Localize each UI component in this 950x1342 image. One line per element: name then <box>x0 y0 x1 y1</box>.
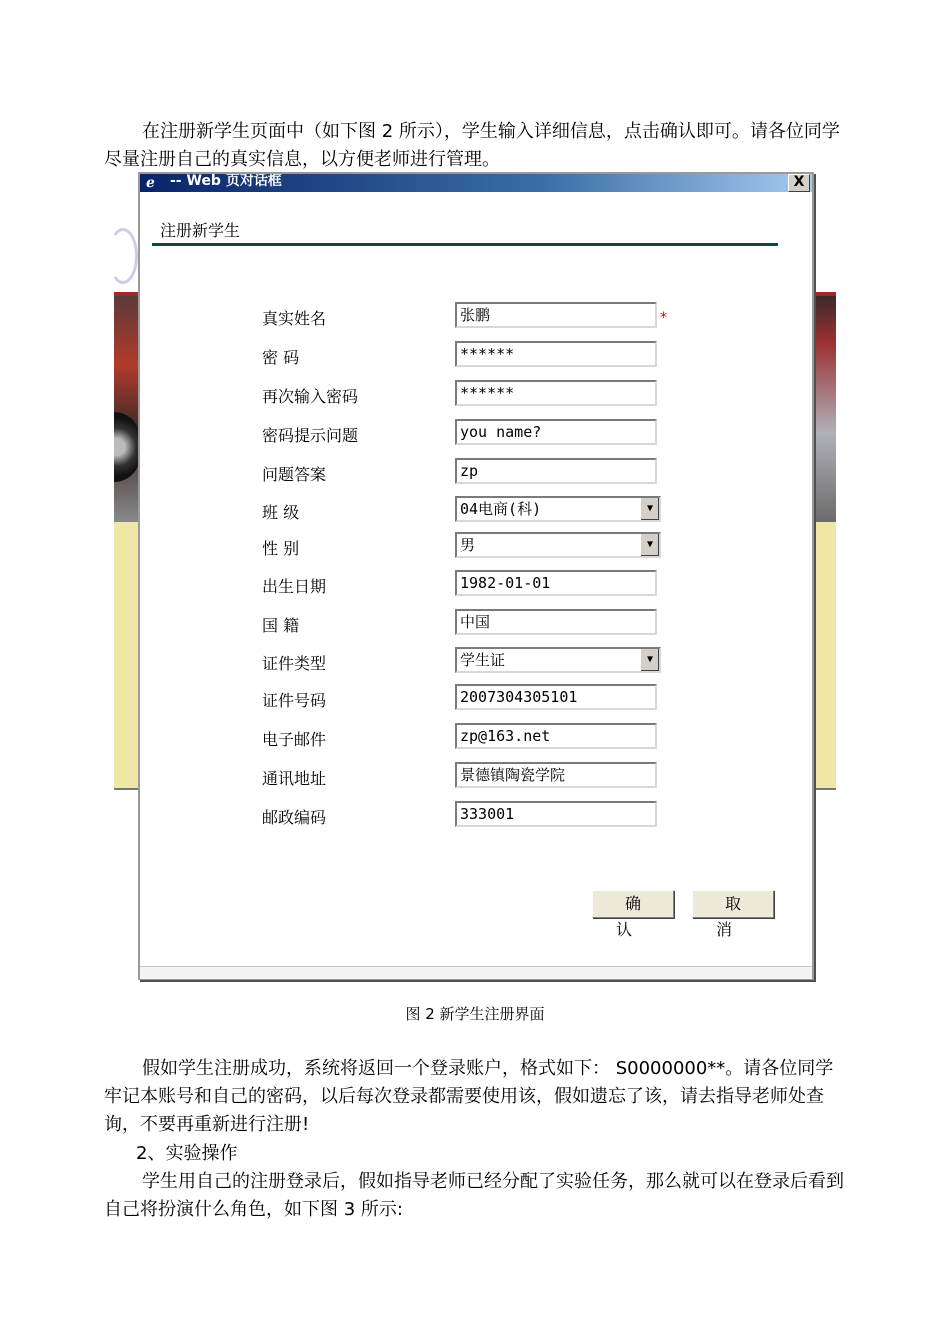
id-number-label: 证件号码 <box>262 691 327 710</box>
birthdate-label: 出生日期 <box>262 577 327 596</box>
figure-screenshot <box>114 172 836 984</box>
birthdate-input[interactable]: 1982-01-01 <box>455 570 657 596</box>
form-row-password <box>140 341 812 371</box>
email-input[interactable]: zp@163.net <box>455 723 657 749</box>
class-label: 班 级 <box>262 503 300 522</box>
email-label: 电子邮件 <box>262 730 327 749</box>
chevron-down-icon[interactable]: ▼ <box>640 498 659 520</box>
password-label: 密 码 <box>262 348 300 367</box>
real-name-input[interactable]: 张鹏 <box>455 302 657 328</box>
intro-paragraph: 在注册新学生页面中（如下图 2 所示），学生输入详细信息，点击确认即可。请各位同学尽量注册自己的真实信息，以方便老师进行管理。 <box>104 121 840 170</box>
form-row-birthdate <box>140 570 812 600</box>
ie-icon: ℯ <box>146 175 155 191</box>
class-select[interactable] <box>455 496 661 522</box>
hint-question-input[interactable]: you name? <box>455 419 657 445</box>
figure-caption: 图 2 新学生注册界面 <box>405 1005 545 1023</box>
background-left-strip <box>114 172 140 788</box>
id-type-select-value: 学生证 <box>460 651 506 669</box>
password-input[interactable]: ****** <box>455 341 657 367</box>
cancel-button[interactable]: 取消 <box>692 890 774 918</box>
required-mark: * <box>660 310 667 326</box>
form-row-answer <box>140 458 812 488</box>
id-number-input[interactable]: 2007304305101 <box>455 684 657 710</box>
id-type-select[interactable] <box>455 647 661 673</box>
dialog-titlebar[interactable] <box>140 174 812 192</box>
id-type-label: 证件类型 <box>262 654 327 673</box>
chevron-down-icon[interactable]: ▼ <box>640 534 659 556</box>
address-label: 通讯地址 <box>262 769 327 788</box>
form-row-email <box>140 723 812 753</box>
form-row-postcode <box>140 801 812 831</box>
form-row-real-name <box>140 302 812 332</box>
form-row-address <box>140 762 812 792</box>
form-row-id-type <box>140 647 812 677</box>
dialog-status-strip <box>140 966 812 979</box>
gender-select-value: 男 <box>460 536 476 554</box>
class-select-value: 04电商(科) <box>460 500 542 518</box>
form-row-confirm-password <box>140 380 812 410</box>
gender-select[interactable] <box>455 532 661 558</box>
dialog-heading: 注册新学生 <box>160 221 241 240</box>
chevron-down-icon[interactable]: ▼ <box>640 649 659 671</box>
gender-label: 性 别 <box>262 539 300 558</box>
form-row-id-number <box>140 684 812 714</box>
address-input[interactable]: 景德镇陶瓷学院 <box>455 762 657 788</box>
operation-paragraph: 学生用自己的注册登录后，假如指导老师已经分配了实验任务，那么就可以在登录后看到自己将扮演什么角色，如下图 3 所示: <box>104 1171 844 1220</box>
nationality-input[interactable]: 中国 <box>455 609 657 635</box>
form-row-class <box>140 496 812 526</box>
nationality-label: 国 籍 <box>262 616 300 635</box>
answer-input[interactable]: zp <box>455 458 657 484</box>
dialog-title: -- Web 页对话框 <box>170 174 282 189</box>
form-row-hint-question <box>140 419 812 449</box>
confirm-password-label: 再次输入密码 <box>262 387 359 406</box>
result-paragraph: 假如学生注册成功，系统将返回一个登录账户，格式如下： S0000000**。请各位同学牢记本账号和自己的密码，以后每次登录都需要使用该，假如遗忘了该，请去指导老师处查询，不要再重新进行注册! <box>104 1058 834 1135</box>
form-row-gender <box>140 532 812 562</box>
web-dialog <box>138 172 814 980</box>
postcode-label: 邮政编码 <box>262 808 327 827</box>
answer-label: 问题答案 <box>262 465 327 484</box>
confirm-password-input[interactable]: ****** <box>455 380 657 406</box>
close-button[interactable]: X <box>788 174 810 192</box>
heading-divider <box>152 243 778 246</box>
hint-question-label: 密码提示问题 <box>262 426 359 445</box>
real-name-label: 真实姓名 <box>262 309 327 328</box>
section-heading: 2、实验操作 <box>136 1143 238 1164</box>
postcode-input[interactable]: 333001 <box>455 801 657 827</box>
confirm-button[interactable]: 确认 <box>592 890 674 918</box>
form-row-nationality <box>140 609 812 639</box>
